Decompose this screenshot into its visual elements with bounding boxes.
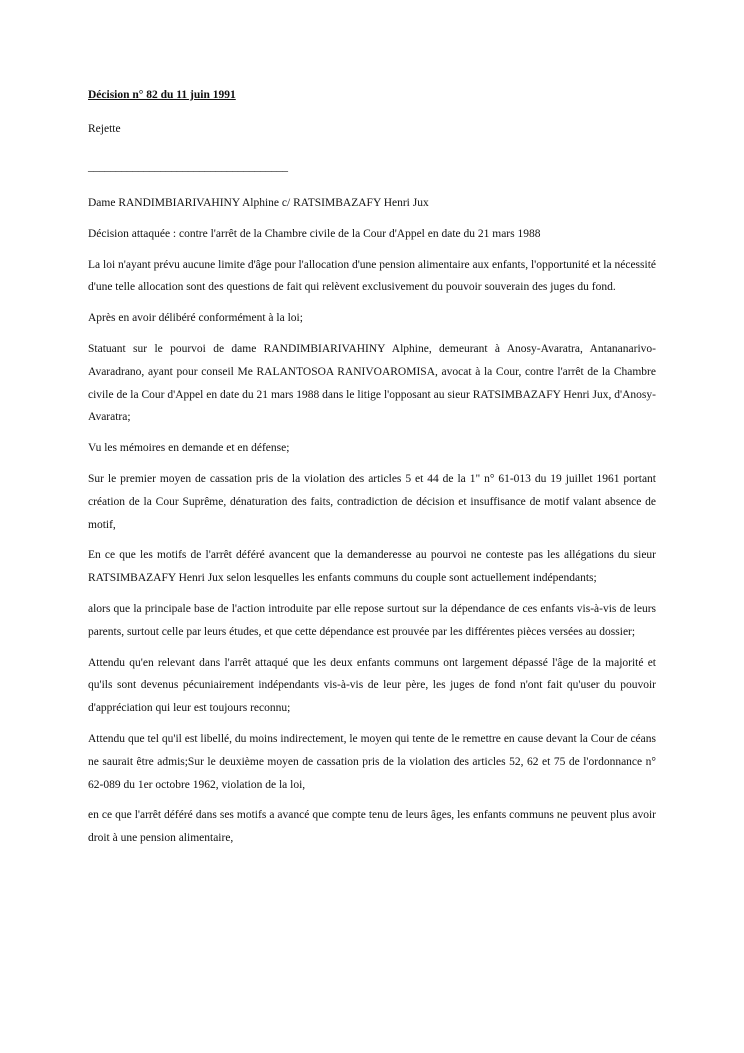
parties-line: Dame RANDIMBIARIVAHINY Alphine c/ RATSIMBAZAFY Henri Jux <box>88 197 429 209</box>
attendu-paragraph-2: Attendu que tel qu'il est libellé, du moins indirectement, le moyen qui tente de le remettre en cause devant la Cour de céans ne saurait être admis;Sur le deuxième moyen de cassation pris de la violation des articles 52, 62 et 75 de l'ordonnance n° 62-089 du 1er octobre 1962, violation de la loi, <box>88 732 656 791</box>
alors-que-paragraph: alors que la principale base de l'action introduite par elle repose surtout sur la dépendance de ces enfants vis-à-vis de leurs parents, surtout celle par leurs études, et que cette dépendance est prouvée par les différentes pièces versées au dossier; <box>88 602 656 638</box>
decision-title: Décision n° 82 du 11 juin 1991 <box>88 89 236 101</box>
attacked-decision: Décision attaquée : contre l'arrêt de la Chambre civile de la Cour d'Appel en date du 21 mars 1988 <box>88 227 541 240</box>
headnote-paragraph: La loi n'ayant prévu aucune limite d'âge pour l'allocation d'une pension alimentaire aux enfants, l'opportunité et la nécessité d'une telle allocation sont des questions de fait qui relèvent exclusivement du pouvoir souverain des juges du fond. <box>88 258 656 294</box>
statuant-paragraph: Statuant sur le pourvoi de dame RANDIMBIARIVAHINY Alphine, demeurant à Anosy-Avaratra, Antananarivo-Avaradrano, ayant pour conseil Me RALANTOSOA RANIVOAROMISA, avocat à la Cour, contre l'arrêt de la Chambre civile de la Cour d'Appel en date du 21 mars 1988 dans le litige l'opposant au sieur RATSIMBAZAFY Henri Jux, d'Anosy-Avaratra; <box>88 342 656 424</box>
deliberation-paragraph: Après en avoir délibéré conformément à la loi; <box>88 312 303 325</box>
separator-line: ____________________________________ <box>88 161 288 173</box>
decision-outcome: Rejette <box>88 123 121 135</box>
en-ce-que-paragraph: En ce que les motifs de l'arrêt déféré avancent que la demanderesse au pourvoi ne conteste pas les allégations du sieur RATSIMBAZAFY Henri Jux selon lesquelles les enfants communs du couple sont actuellement indépendants; <box>88 549 656 585</box>
first-ground-paragraph: Sur le premier moyen de cassation pris de la violation des articles 5 et 44 de la 1" n° 61-013 du 19 juillet 1961 portant création de la Cour Suprême, dénaturation des faits, contradiction de décision et insuffisance de motif valant absence de motif, <box>88 472 656 531</box>
second-ground-paragraph: en ce que l'arrêt déféré dans ses motifs a avancé que compte tenu de leurs âges, les enfants communs ne peuvent plus avoir droit à une pension alimentaire, <box>88 809 656 845</box>
attendu-paragraph-1: Attendu qu'en relevant dans l'arrêt attaqué que les deux enfants communs ont largement dépassé l'âge de la majorité et qu'ils sont devenus pécuniairement indépendants vis-à-vis de leur père, les juges de fond n'ont fait qu'user du pouvoir d'appréciation qui leur est toujours reconnu; <box>88 656 656 715</box>
document-page <box>88 84 656 858</box>
memoires-paragraph: Vu les mémoires en demande et en défense; <box>88 442 290 455</box>
